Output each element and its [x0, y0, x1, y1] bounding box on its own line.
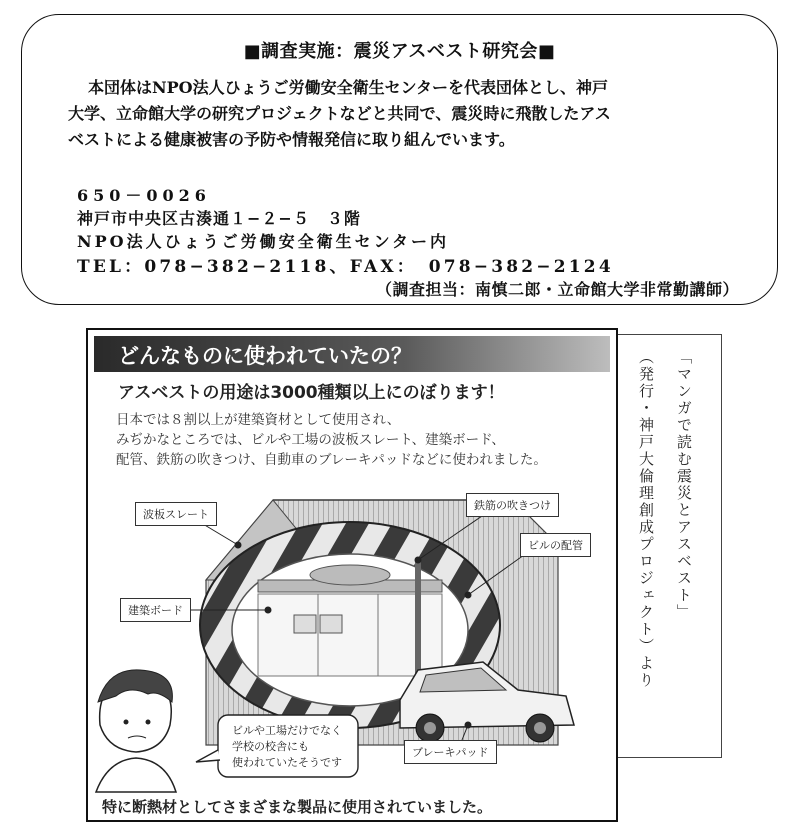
- label-corrugated-slate: 波板スレート: [135, 502, 217, 526]
- bubble-line-1: ビルや工場だけでなく: [232, 724, 342, 737]
- tel-fax: TEL：078−382−2118、FAX： 078−382−2124: [77, 257, 614, 277]
- contact-person: （調査担当：南慎二郎・立命館大学非常勤講師）: [375, 280, 739, 299]
- panel-paragraph-line-1: 日本では８割以上が建築資材として使用され、: [116, 412, 401, 428]
- info-paragraph-line-2: 大学、立命館大学の研究プロジェクトなどと共同で、震災時に飛散したアス: [68, 104, 611, 123]
- street-address: 神戸市中央区古湊通１−２−５ ３階: [77, 209, 361, 228]
- speech-bubble: [196, 715, 358, 777]
- panel-paragraph-line-2: みぢかなところでは、ビルや工場の波板スレート、建築ボード、: [116, 432, 505, 448]
- label-building-pipe: ビルの配管: [520, 533, 591, 557]
- label-brake-pad: ブレーキパッド: [404, 740, 497, 764]
- label-rebar-spray: 鉄筋の吹きつけ: [466, 493, 559, 517]
- panel-subheading: アスベストの用途は3000種類以上にのぼります！: [118, 383, 505, 403]
- panel-footer: 特に断熱材としてさまざまな製品に使用されていました。: [102, 798, 493, 816]
- label-building-board: 建築ボード: [120, 598, 191, 622]
- info-paragraph-line-3: ベストによる健康被害の予防や情報発信に取り組んでいます。: [68, 130, 515, 149]
- source-caption: [618, 334, 722, 758]
- caption-title: 「マンガで読む震災とアスベスト」: [675, 349, 693, 621]
- panel-paragraph-line-3: 配管、鉄筋の吹きつけ、自動車のブレーキパッドなどに使われました。: [116, 452, 547, 468]
- info-title: ■調査実施：震災アスベスト研究会■: [243, 41, 556, 62]
- info-paragraph-line-1: 本団体はNPO法人ひょうご労働安全衛生センターを代表団体とし、神戸: [88, 78, 608, 97]
- building-illustration: [88, 330, 616, 820]
- bubble-line-2: 学校の校舎にも: [232, 740, 309, 753]
- caption-publisher: （発行・神戸大倫理創成プロジェクト）より: [637, 349, 655, 689]
- postal-code: 650－0026: [77, 186, 211, 205]
- boy-character: [96, 670, 176, 792]
- manga-panel: [86, 328, 618, 822]
- info-box: [21, 14, 778, 305]
- banner-title: どんなものに使われていたの？: [118, 344, 412, 368]
- info-paragraph: [68, 75, 768, 153]
- bubble-line-3: 使われていたそうです: [232, 756, 342, 769]
- organization-name: NPO法人ひょうご労働安全衛生センター内: [77, 232, 449, 251]
